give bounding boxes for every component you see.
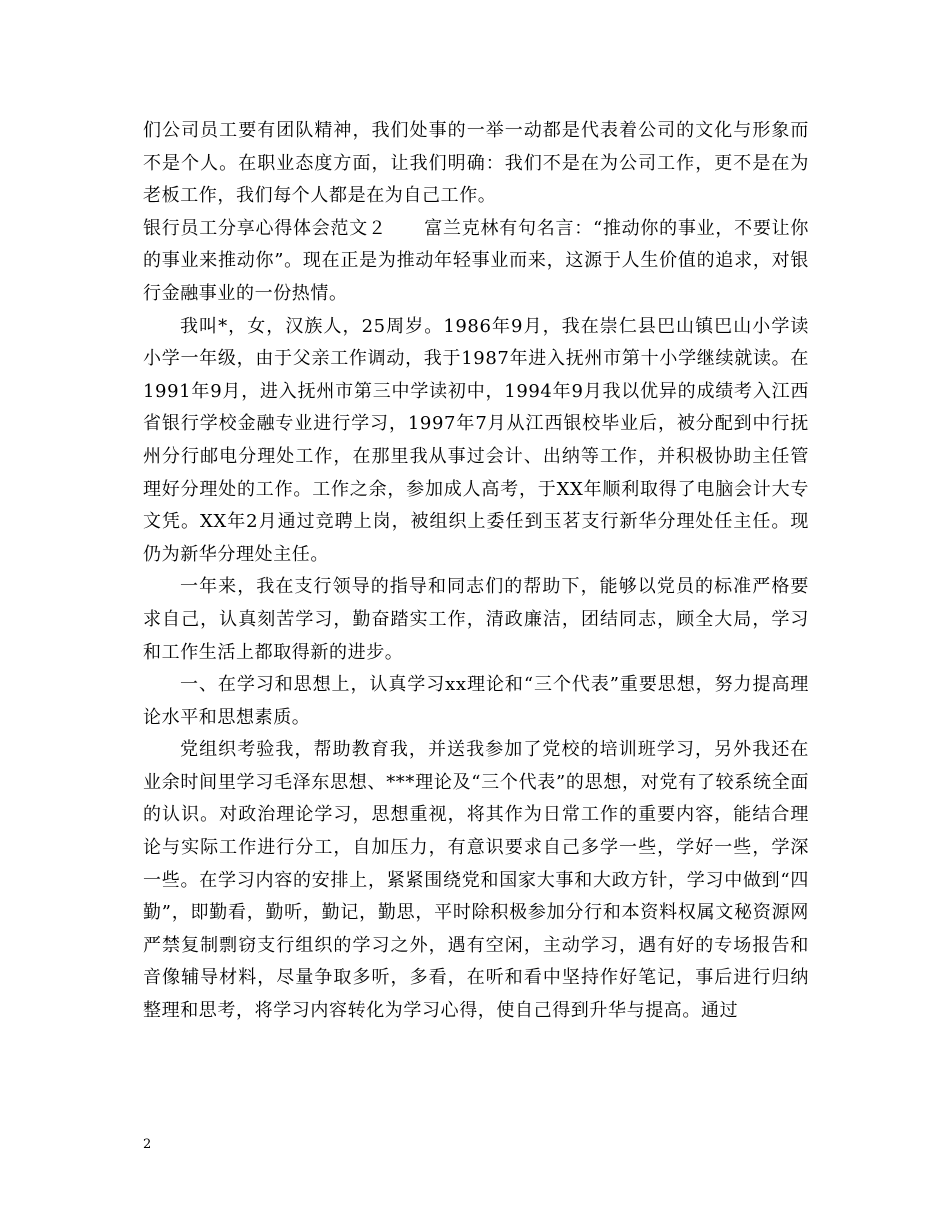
paragraph-3: 我叫*，女，汉族人，25周岁。1986年9月，我在崇仁县巴山镇巴山小学读小学一年级，由于父亲工作调动，我于1987年进入抚州市第十小学继续就读。在1991年9月，进入抚州市第三中学读初中，1994年9月我以优异的成绩考入江西省银行学校金融专业进行学习，1997年7月从江西银校毕业后，被分配到中行抚州分行邮电分理处工作，在那里我从事过会计、出纳等工作，并积极协助主任管理好分理处的工作。工作之余，参加成人高考，于XX年顺利取得了电脑会计大专文凭。XX年2月通过竞聘上岗，被组织上委任到玉茗支行新华分理处任主任。现仍为新华分理处主任。 — [143, 315, 809, 565]
paragraph-5: 一、在学习和思想上，认真学习xx理论和“三个代表”重要思想，努力提高理论水平和思想素质。 — [143, 674, 809, 728]
document-body — [143, 115, 809, 1028]
paragraph-2: 银行员工分享心得体会范文２ 富兰克林有句名言：“推动你的事业，不要让你的事业来推动你”。现在正是为推动年轻事业而来，这源于人生价值的追求，对银行金融事业的一份热情。 — [143, 217, 809, 304]
paragraph-1: 们公司员工要有团队精神，我们处事的一举一动都是代表着公司的文化与形象而不是个人。在职业态度方面，让我们明确：我们不是在为公司工作，更不是在为老板工作，我们每个人都是在为自己工作。 — [143, 120, 809, 207]
paragraph-4: 一年来，我在支行领导的指导和同志们的帮助下，能够以党员的标准严格要求自己，认真刻苦学习，勤奋踏实工作，清政廉洁，团结同志，顾全大局，学习和工作生活上都取得新的进步。 — [143, 576, 809, 663]
paragraph-6: 党组织考验我，帮助教育我，并送我参加了党校的培训班学习，另外我还在业余时间里学习毛泽东思想、***理论及“三个代表”的思想，对党有了较系统全面的认识。对政治理论学习，思想重视，将其作为日常工作的重要内容，能结合理论与实际工作进行分工，自加压力，有意识要求自己多学一些，学好一些，学深一些。在学习内容的安排上，紧紧围绕党和国家大事和大政方针，学习中做到“四勤”，即勤看，勤听，勤记，勤思，平时除积极参加分行和本资料权属文秘资源网严禁复制剽窃支行组织的学习之外，遇有空闲，主动学习，遇有好的专场报告和音像辅导材料，尽量争取多听，多看，在听和看中坚持作好笔记，事后进行归纳整理和思考，将学习内容转化为学习心得，使自己得到升华与提高。通过 — [143, 739, 809, 1022]
page-number: 2 — [143, 1137, 152, 1152]
